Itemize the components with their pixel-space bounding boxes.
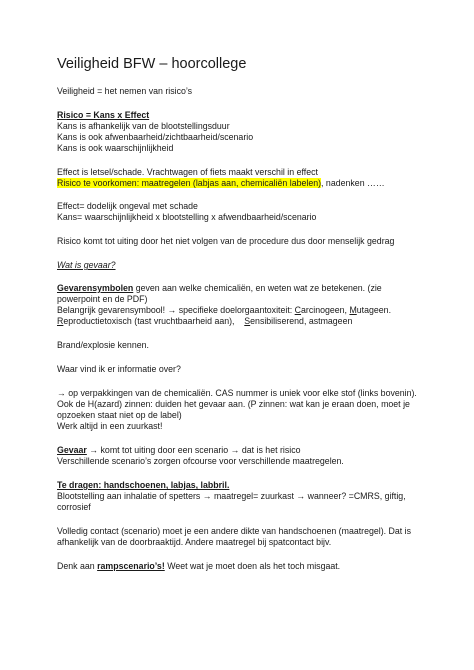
text-line: opzoeken staat niet op de label) — [57, 410, 182, 420]
text-line: → op verpakkingen van de chemicaliën. CAS nummer is uniek voor elke stof (links bovenin). — [57, 388, 417, 398]
text-span: Weet wat je moet doen als het toch misgaat. — [164, 561, 341, 571]
document-title: Veiligheid BFW – hoorcollege — [57, 56, 247, 72]
text-line: Effect= dodelijk ongeval met schade — [57, 201, 198, 211]
text-line: Werk altijd in een zuurkast! — [57, 421, 163, 431]
text-line: corrosief — [57, 502, 91, 512]
text-line: Volledig contact (scenario) moet je een andere dikte van handschoenen (maatregel). Dat is — [57, 526, 412, 536]
text-span: Denk aan — [57, 561, 98, 571]
underlined-letter: C — [294, 305, 302, 315]
text-line: powerpoint en de PDF) — [57, 294, 148, 304]
text-line: afhankelijk van de doorbraaktijd. Andere maatregel bij spatcontact bijv. — [57, 537, 332, 547]
text-line: Waar vind ik er informatie over? — [57, 364, 181, 374]
highlighted-line — [57, 178, 385, 189]
text-line: Risico komt tot uiting door het niet volgen van de procedure dus door menselijk gedrag — [57, 236, 395, 246]
section-heading-te-dragen: Te dragen: handschoenen, labjas, labbril. — [57, 480, 230, 490]
text-line: Ook de H(azard) zinnen: duiden het gevaar aan. (P zinnen: wat kan je eraan doen, moet je — [57, 399, 410, 409]
underlined-letter: M — [349, 305, 357, 315]
bold-term: rampscenario’s! — [97, 561, 165, 571]
text-line: Kans is ook afwenbaarheid/zichtbaarheid/scenario — [57, 132, 254, 142]
underlined-letter: R — [57, 316, 64, 326]
text-span: Belangrijk gevarensymbool! → specifieke doelorgaantoxiteit: — [57, 305, 295, 315]
text-line: Blootstelling aan inhalatie of spetters → maatregel= zuurkast → wanneer? =CMRS, giftig, — [57, 491, 406, 501]
bold-term: Gevaar — [57, 445, 87, 455]
text-span: ensibiliserend, astmageen — [250, 316, 353, 326]
section-heading-risico: Risico = Kans x Effect — [57, 110, 150, 120]
text-span: geven aan welke chemicaliën, en weten wat ze betekenen. (zie — [133, 283, 382, 293]
text-line: Kans is ook waarschijnlijkheid — [57, 143, 174, 153]
underlined-letter: S — [244, 316, 251, 326]
text-span: → komt tot uiting door een scenario → dat is het risico — [86, 445, 301, 455]
text-line — [57, 561, 340, 572]
text-line — [57, 305, 391, 316]
text-line: Kans is afhankelijk van de blootstellingsduur — [57, 121, 230, 131]
text-line — [57, 445, 301, 456]
text-line: Verschillende scenario’s zorgen ofcourse voor verschillende maatregelen. — [57, 456, 344, 466]
text-line — [57, 316, 352, 327]
definition-line: Veiligheid = het nemen van risico’s — [57, 86, 193, 96]
highlighted-text: Risico te voorkomen: maatregelen (labjas aan, chemicaliën labelen) — [57, 178, 322, 188]
section-heading-gevaar: Wat is gevaar? — [57, 260, 116, 270]
text-line: Effect is letsel/schade. Vrachtwagen of fiets maakt verschil in effect — [57, 167, 318, 177]
text-span: , nadenken …… — [321, 178, 385, 188]
text-span: utageen. — [356, 305, 392, 315]
bold-term: Gevarensymbolen — [57, 283, 134, 293]
text-line: Brand/explosie kennen. — [57, 340, 149, 350]
text-line — [57, 283, 382, 294]
text-span: arcinogeen, — [301, 305, 350, 315]
text-span: eproductietoxisch (tast vruchtbaarheid aan), — [63, 316, 245, 326]
text-line: Kans= waarschijnlijkheid x blootstelling x afwendbaarheid/scenario — [57, 212, 317, 222]
